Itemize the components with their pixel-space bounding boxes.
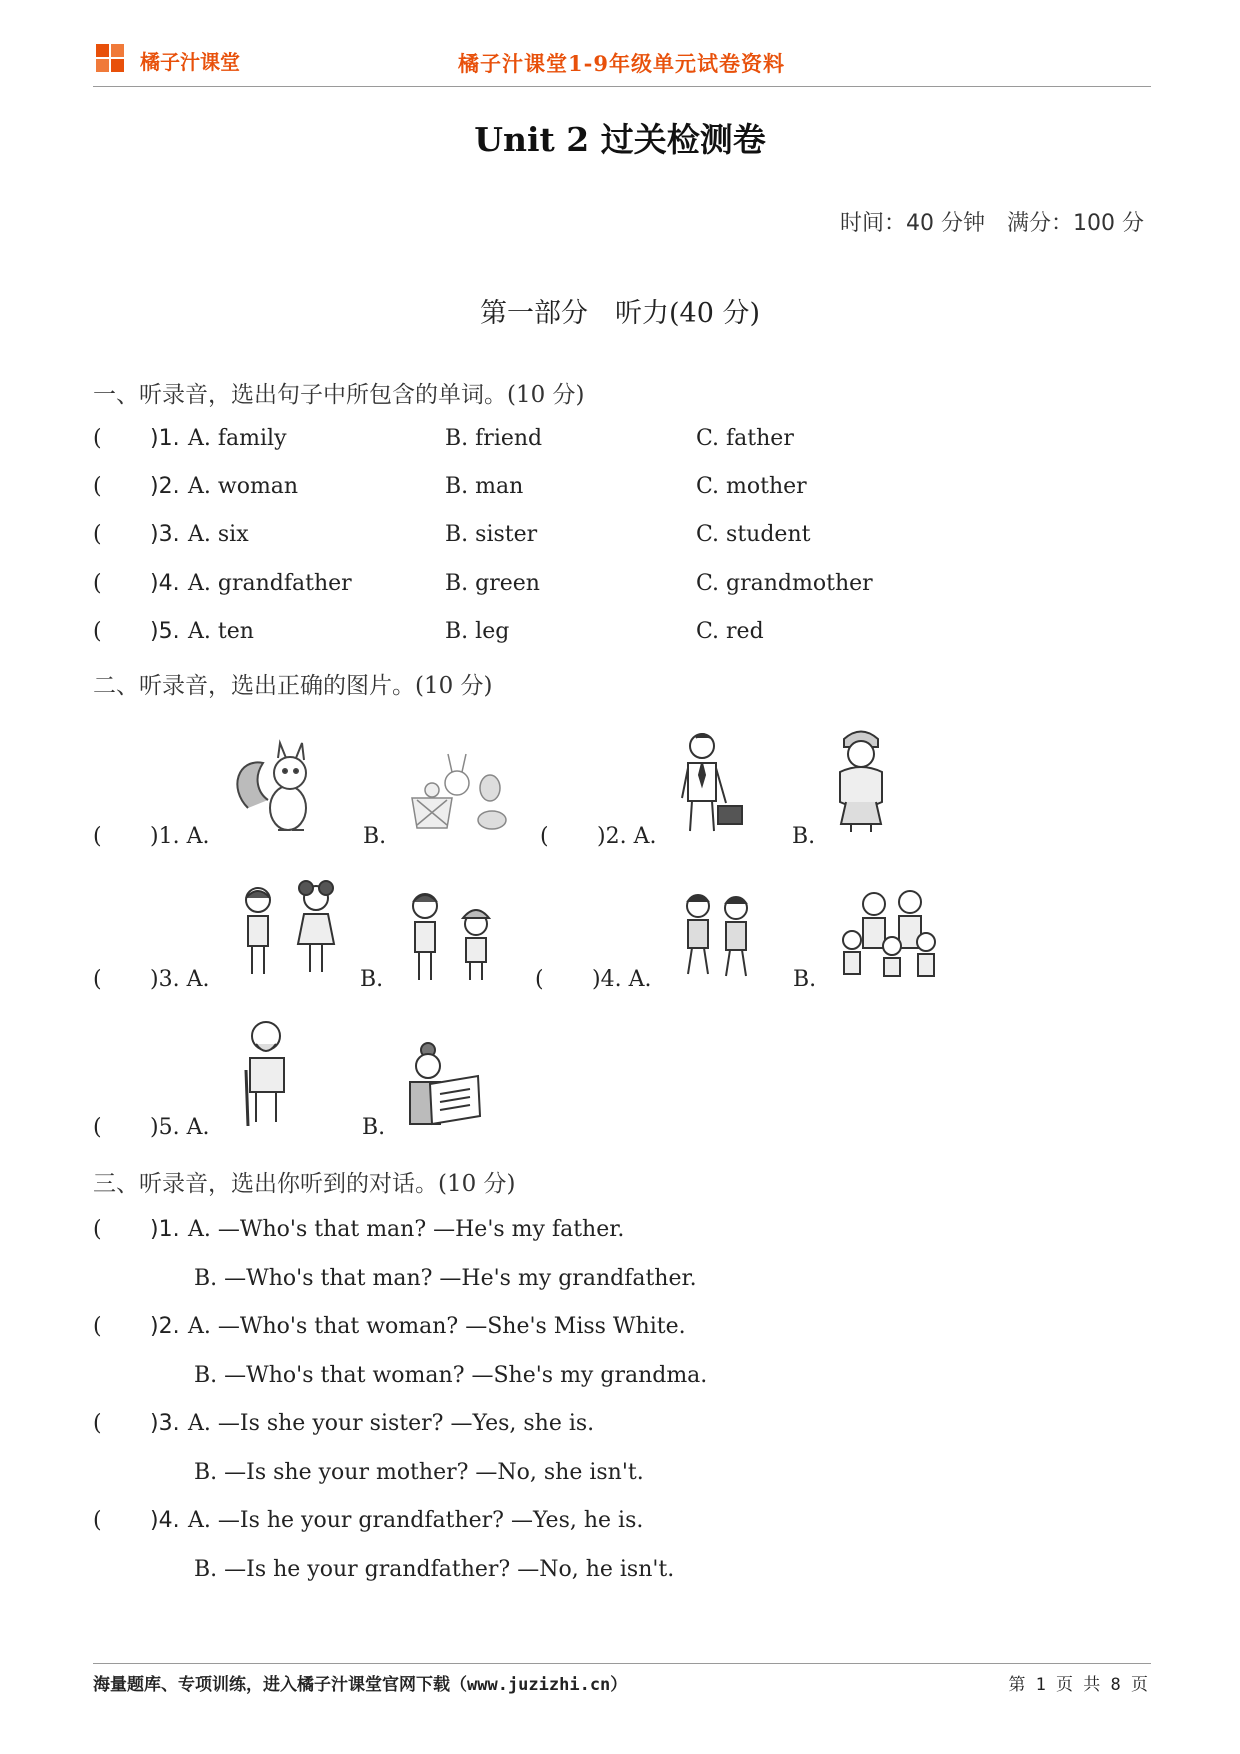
dialogue-option-a: A. —Is she your sister? —Yes, she is.: [188, 1411, 595, 1436]
woman-picture-icon: [826, 724, 896, 838]
option-a: A. family: [188, 426, 287, 451]
option-a: A. woman: [188, 474, 299, 499]
answer-blank[interactable]: (: [93, 1217, 102, 1242]
question-number: )2.: [150, 474, 180, 499]
question-label: )5. A.: [150, 1115, 210, 1140]
s1-question-row: [93, 571, 1093, 605]
answer-blank[interactable]: (: [93, 824, 102, 849]
question-number: )1.: [150, 1217, 180, 1242]
answer-blank[interactable]: (: [93, 1314, 102, 1339]
question-label: )3. A.: [150, 967, 210, 992]
dialogue-option-a: A. —Who's that woman? —She's Miss White.: [188, 1314, 686, 1339]
option-b-label: B.: [360, 967, 384, 992]
section3-heading: 三、听录音，选出你听到的对话。(10 分): [93, 1171, 516, 1197]
s1-question-row: [93, 426, 1093, 460]
s1-question-row: [93, 474, 1093, 508]
answer-blank[interactable]: (: [93, 474, 102, 499]
answer-blank[interactable]: (: [540, 824, 549, 849]
section1-heading: 一、听录音，选出句子中所包含的单词。(10 分): [93, 382, 585, 408]
dialogue-option-b: B. —Who's that man? —He's my grandfather.: [194, 1266, 697, 1291]
header-title: 橘子汁课堂1-9年级单元试卷资料: [458, 51, 785, 76]
man-with-briefcase-picture-icon: [670, 728, 750, 842]
two-children-picture-icon: [670, 888, 765, 984]
brand-logo-icon: [96, 44, 124, 72]
question-label: )1. A.: [150, 824, 210, 849]
dialogue-option-b: B. —Who's that woman? —She's my grandma.: [194, 1363, 708, 1388]
answer-blank[interactable]: (: [535, 967, 544, 992]
question-number: )3.: [150, 1411, 180, 1436]
option-c: C. grandmother: [696, 571, 873, 596]
question-number: )4.: [150, 1508, 180, 1533]
squirrel-picture-icon: [228, 738, 328, 842]
question-number: )1.: [150, 426, 180, 451]
brand-name: 橘子汁课堂: [140, 50, 240, 74]
option-b-label: B.: [363, 824, 387, 849]
option-b: B. green: [445, 571, 540, 596]
option-a: A. six: [188, 522, 249, 547]
answer-blank[interactable]: (: [93, 1508, 102, 1533]
footer-divider: [93, 1663, 1151, 1664]
answer-blank[interactable]: (: [93, 426, 102, 451]
part-title: 第一部分 听力(40 分): [479, 298, 760, 329]
option-b: B. man: [445, 474, 524, 499]
option-c: C. father: [696, 426, 794, 451]
option-b-label: B.: [793, 967, 817, 992]
grandfather-with-cane-picture-icon: [234, 1018, 304, 1132]
question-number: )4.: [150, 571, 180, 596]
option-b: B. friend: [445, 426, 543, 451]
s1-question-row: [93, 522, 1093, 556]
s1-question-row: [93, 619, 1093, 653]
option-c: C. student: [696, 522, 811, 547]
rabbit-basket-picture-icon: [402, 748, 512, 842]
section2-heading: 二、听录音，选出正确的图片。(10 分): [93, 673, 493, 699]
option-b-label: B.: [362, 1115, 386, 1140]
answer-blank[interactable]: (: [93, 522, 102, 547]
question-number: )5.: [150, 619, 180, 644]
option-b: B. leg: [445, 619, 510, 644]
answer-blank[interactable]: (: [93, 571, 102, 596]
option-c: C. mother: [696, 474, 807, 499]
answer-blank[interactable]: (: [93, 1115, 102, 1140]
question-number: )3.: [150, 522, 180, 547]
dialogue-option-b: B. —Is she your mother? —No, she isn't.: [194, 1460, 644, 1485]
option-c: C. red: [696, 619, 764, 644]
option-a: A. grandfather: [188, 571, 352, 596]
dialogue-option-b: B. —Is he your grandfather? —No, he isn't.: [194, 1557, 675, 1582]
two-boys-picture-icon: [400, 886, 510, 990]
grandmother-reading-picture-icon: [400, 1042, 485, 1131]
option-b: B. sister: [445, 522, 538, 547]
option-b-label: B.: [792, 824, 816, 849]
dialogue-option-a: A. —Is he your grandfather? —Yes, he is.: [188, 1508, 644, 1533]
question-number: )2.: [150, 1314, 180, 1339]
answer-blank[interactable]: (: [93, 967, 102, 992]
answer-blank[interactable]: (: [93, 1411, 102, 1436]
page-indicator: 第 1 页 共 8 页: [1008, 1675, 1148, 1695]
header-divider: [93, 86, 1151, 87]
option-a: A. ten: [188, 619, 254, 644]
question-label: )4. A.: [592, 967, 652, 992]
family-group-picture-icon: [834, 884, 949, 986]
question-label: )2. A.: [597, 824, 657, 849]
exam-meta: 时间：40 分钟 满分：100 分: [840, 211, 1144, 236]
footer-promo: 海量题库、专项训练，进入橘子汁课堂官网下载（www.juzizhi.cn）: [93, 1675, 628, 1695]
dialogue-option-a: A. —Who's that man? —He's my father.: [188, 1217, 625, 1242]
answer-blank[interactable]: (: [93, 619, 102, 644]
page-title: Unit 2 过关检测卷: [474, 120, 766, 159]
two-girls-picture-icon: [228, 880, 353, 984]
